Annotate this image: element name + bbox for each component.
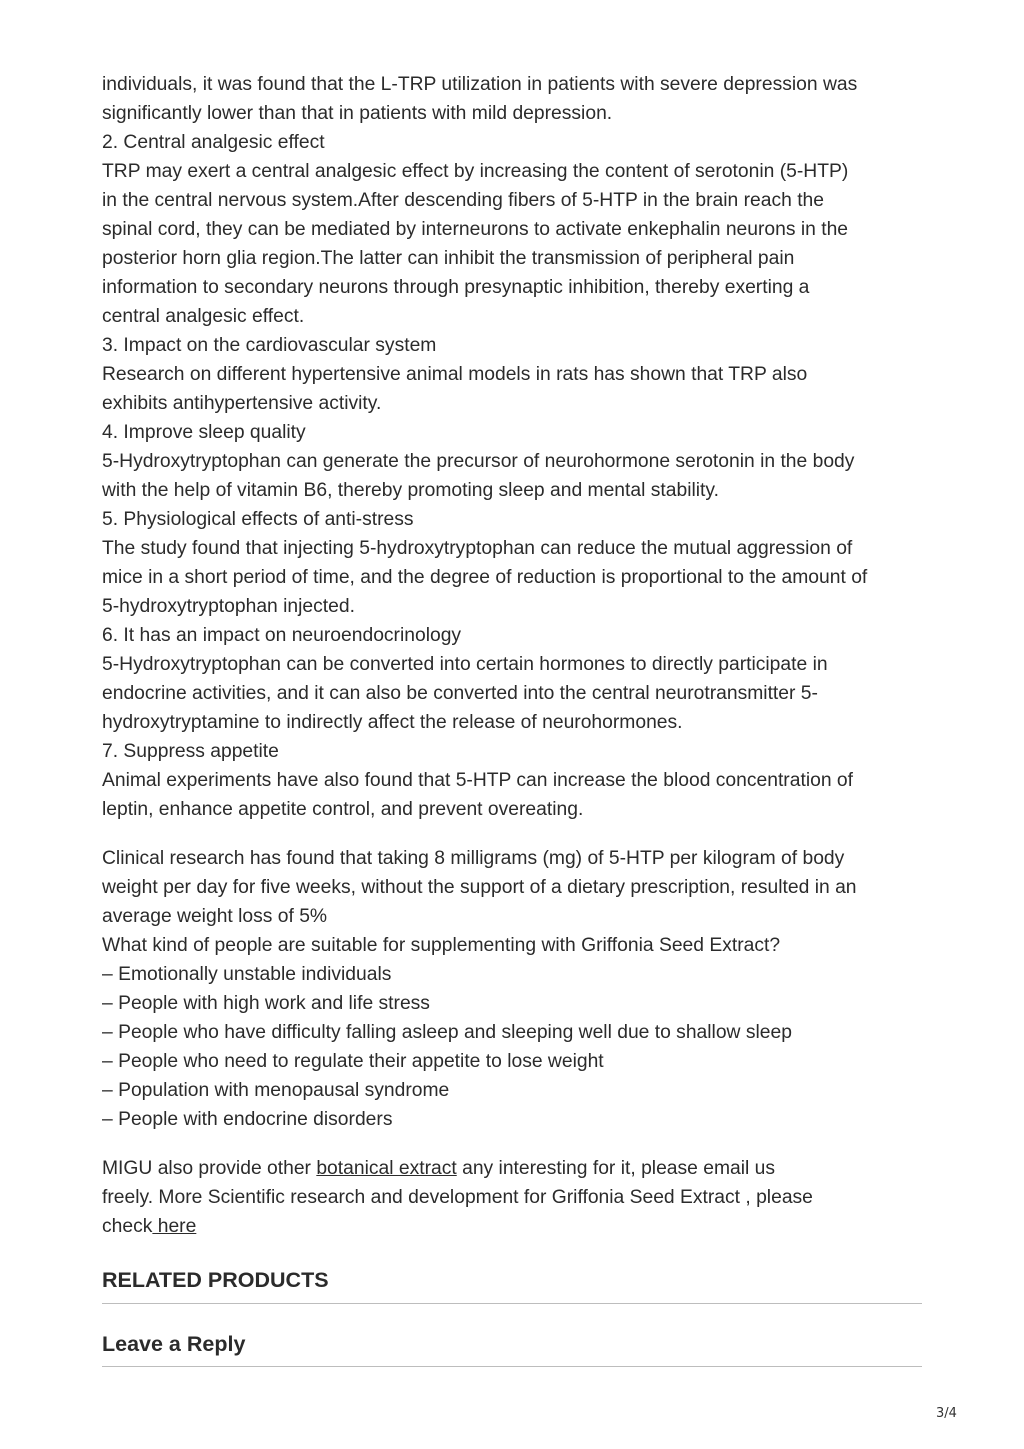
effect-body-line: exhibits antihypertensive activity. (102, 393, 382, 414)
contact-text: any interesting for it, please email us (456, 1158, 776, 1179)
effects-list (102, 128, 924, 824)
clinical-line: Clinical research has found that taking 8 milligrams (mg) of 5-HTP per kilogram of body (102, 848, 845, 869)
related-products-heading: RELATED PRODUCTS (102, 1268, 329, 1292)
effect-body-line: 5-Hydroxytryptophan can generate the precursor of neurohormone serotonin in the body (102, 451, 855, 472)
intro-line: significantly lower than that in patients with mild depression. (102, 103, 613, 124)
effect-body-line: leptin, enhance appetite control, and prevent overeating. (102, 799, 584, 820)
suitable-list-item: – People with endocrine disorders (102, 1109, 393, 1130)
paragraph-gap (102, 824, 924, 844)
effect-body-line: endocrine activities, and it can also be converted into the central neurotransmitter 5- (102, 683, 818, 704)
effect-body-line: Animal experiments have also found that 5-HTP can increase the blood concentration of (102, 770, 853, 791)
here-link[interactable]: here (152, 1216, 197, 1237)
effect-body-line: spinal cord, they can be mediated by interneurons to activate enkephalin neurons in the (102, 219, 849, 240)
effect-title: 4. Improve sleep quality (102, 422, 306, 443)
paragraph-gap (102, 1134, 924, 1154)
effect-body-line: posterior horn glia region.The latter can inhibit the transmission of peripheral pain (102, 248, 795, 269)
heading-gap (102, 1358, 924, 1366)
contact-line-3 (102, 1212, 924, 1241)
effect-body-line: 5-hydroxytryptophan injected. (102, 596, 355, 617)
effect-body-line: TRP may exert a central analgesic effect by increasing the content of serotonin (5-HTP) (102, 161, 849, 182)
effect-title: 3. Impact on the cardiovascular system (102, 335, 437, 356)
effect-body-line: Research on different hypertensive animal models in rats has shown that TRP also (102, 364, 808, 385)
effect-body-line: in the central nervous system.After descending fibers of 5-HTP in the brain reach the (102, 190, 824, 211)
contact-text: check (102, 1216, 153, 1237)
section-gap (102, 1304, 924, 1330)
contact-line-1 (102, 1154, 924, 1183)
effect-body-line: hydroxytryptamine to indirectly affect the release of neurohormones. (102, 712, 683, 733)
contact-paragraph (102, 1154, 924, 1241)
botanical-extract-link[interactable]: botanical extract (316, 1158, 457, 1179)
article-content (102, 70, 924, 1367)
suitable-question: What kind of people are suitable for supplementing with Griffonia Seed Extract? (102, 935, 781, 956)
effect-body-line: central analgesic effect. (102, 306, 305, 327)
page-number: 3/4 (936, 1406, 957, 1421)
suitable-list-item: – Emotionally unstable individuals (102, 964, 392, 985)
suitable-people-list (102, 960, 924, 1134)
effect-body-line: 5-Hydroxytryptophan can be converted into certain hormones to directly participate in (102, 654, 828, 675)
intro-line: individuals, it was found that the L-TRP utilization in patients with severe depression was (102, 74, 858, 95)
contact-text: MIGU also provide other (102, 1158, 317, 1179)
suitable-list-item: – Population with menopausal syndrome (102, 1080, 450, 1101)
clinical-line: weight per day for five weeks, without the support of a dietary prescription, resulted in an (102, 877, 857, 898)
clinical-line: average weight loss of 5% (102, 906, 328, 927)
effect-body-line: with the help of vitamin B6, thereby promoting sleep and mental stability. (102, 480, 719, 501)
section-gap (102, 1241, 924, 1266)
effect-body-line: mice in a short period of time, and the degree of reduction is proportional to the amount of (102, 567, 868, 588)
effect-title: 6. It has an impact on neuroendocrinology (102, 625, 462, 646)
effect-body-line: The study found that injecting 5-hydroxytryptophan can reduce the mutual aggression of (102, 538, 853, 559)
effect-title: 2. Central analgesic effect (102, 132, 325, 153)
suitable-list-item: – People with high work and life stress (102, 993, 430, 1014)
contact-line-2: freely. More Scientific research and development for Griffonia Seed Extract , please (102, 1187, 813, 1208)
suitable-list-item: – People who have difficulty falling asleep and sleeping well due to shallow sleep (102, 1022, 792, 1043)
section-divider (102, 1366, 922, 1367)
clinical-paragraph (102, 844, 924, 931)
heading-gap (102, 1294, 924, 1303)
effect-body-line: information to secondary neurons through presynaptic inhibition, thereby exerting a (102, 277, 810, 298)
effect-title: 5. Physiological effects of anti-stress (102, 509, 414, 530)
effect-title: 7. Suppress appetite (102, 741, 279, 762)
suitable-list-item: – People who need to regulate their appetite to lose weight (102, 1051, 604, 1072)
leave-reply-heading: Leave a Reply (102, 1332, 246, 1356)
intro-paragraph (102, 70, 924, 128)
